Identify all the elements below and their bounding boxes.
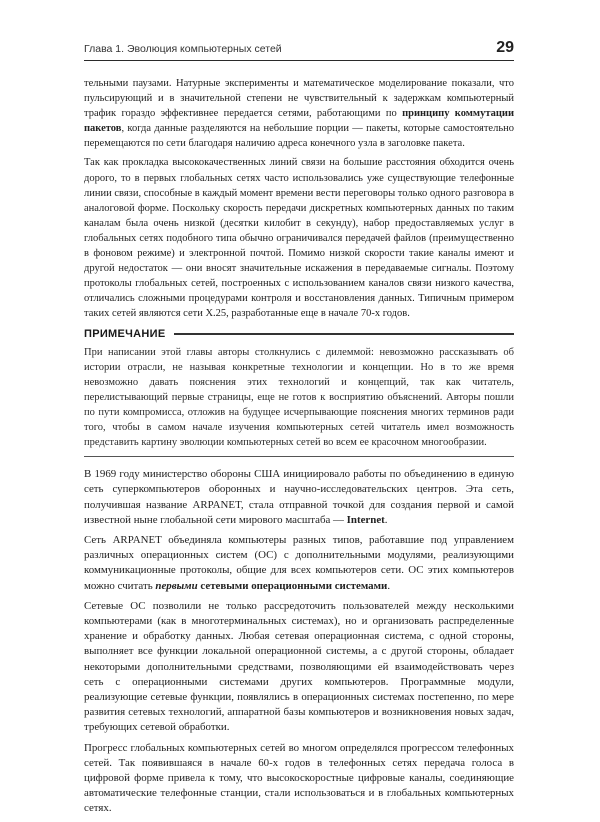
page-number: 29	[496, 39, 514, 56]
note-title: ПРИМЕЧАНИЕ	[84, 327, 166, 340]
paragraph-text: тельными паузами. Натурные эксперименты и математическое моделирование показали, что пульсирующий и в значительной степени не чувствительный к задержкам компьютерный трафик гораздо эффективнее передается сетями, работающими по	[84, 78, 514, 120]
paragraph-text: .	[387, 579, 391, 592]
paragraph-text: Сеть ARPANET объединяла компьютеры разных типов, работавшие под управлением различных операционных систем (ОС) с дополнительными модулями, реализующими коммуникационные протоколы, общие для всех компьютеров сети. ОС этих компьютеров можно считать	[84, 533, 514, 592]
note-rule	[174, 333, 514, 335]
term-first: первыми	[155, 579, 198, 592]
note-box	[84, 328, 514, 458]
term-packet-switching: принципу коммутации пакетов	[84, 108, 515, 135]
paragraph-arpanet	[84, 467, 514, 528]
paragraph-text: В 1969 году министерство обороны США инициировало работы по объединению в единую сеть суперкомпьютеров оборонных и научно-исследовательских центров. Эта сеть, получившая название ARPANET, стала отправной точкой для создания первой и самой известной ныне глобальной сети мирового масштаба —	[84, 468, 514, 526]
term-internet: Internet	[346, 513, 385, 526]
paragraph-text: .	[384, 513, 388, 526]
term-network-os: сетевыми операционными системами	[197, 579, 388, 592]
running-header	[84, 36, 514, 61]
chapter-title: Глава 1. Эволюция компьютерных сетей	[84, 43, 282, 55]
paragraph-phone-lines: Так как прокладка высококачественных линий связи на большие расстояния обходится очень дорого, то в первых глобальных сетях часто использовались уже существующие телефонные линии связи, способные в каждый момент времени вести переговоры только одного разговора в аналоговой форме. Поскольку скорость передачи дискретных компьютерных данных по таким каналам была очень низкой (десятки килобит в секунду), набор предоставляемых услуг в глобальных сетях подобного типа обычно ограничивался передачей файлов (преимущественно в фоновом режиме) и электронной почтой. Помимо низкой скорости такие каналы имеют и другой недостаток — они вносят значительные искажения в передаваемые сигналы. Поэтому протоколы глобальных сетей, построенных с использованием каналов связи низкого качества, отличались сложными процедурами контроля и восстановления данных. Типичным примером таких сетей являются сети X.25, разработанные еще в начале 70-х годов.	[84, 157, 514, 320]
paragraph-distributed: Сетевые ОС позволили не только рассредоточить пользователей между несколькими компьютерами (как в многотерминальных системах), но и организовать распределенные хранение и обработку данных. Любая сетевая операционная система, с одной стороны, выполняет все функции локальной операционной системы, а с другой стороны, обладает некоторыми дополнительными средствами, позволяющими ей взаимодействовать через сеть с операционными системами других компьютеров. Программные модули, реализующие сетевые функции, появлялись в операционных системах постепенно, по мере развития сетевых технологий, аппаратной базы компьютеров и возникновения новых задач, требующих сетевой обработки.	[84, 599, 514, 734]
paragraph-packet-switching	[84, 76, 514, 151]
note-header	[84, 328, 514, 340]
page-body	[84, 76, 514, 822]
paragraph-network-os	[84, 533, 514, 594]
paragraph-progress: Прогресс глобальных компьютерных сетей во многом определялся прогрессом телефонных сетей. Так появившаяся в начале 60-х годов в телефонных сетях передача голоса в цифровой форме привела к тому, что высокоскоростные цифровые каналы, соединяющие автоматические телефонные станции, стали использоваться и в глобальных компьютерных сетях.	[84, 741, 514, 815]
note-text: При написании этой главы авторы столкнулись с дилеммой: невозможно рассказывать об истории отрасли, не называя конкретные технологии и концепции. Но в то же время невозможно давать пояснения этих технологий и концепций, так как читатель, перелистывающий первые страницы, еще не готов к восприятию объяснений. Авторы пошли по пути компромисса, отложив на будущее исчерпывающие пояснения многих терминов ради того, чтобы в самом начале изучения компьютерных сетей читатель имел возможность представить картину эволюции компьютерных сетей во всем ее красочном многообразии.	[84, 345, 514, 458]
paragraph-text: , когда данные разделяются на небольшие порции — пакеты, которые самостоятельно перемещаются по сети благодаря наличию адреса конечного узла в заголовке пакета.	[84, 123, 514, 150]
